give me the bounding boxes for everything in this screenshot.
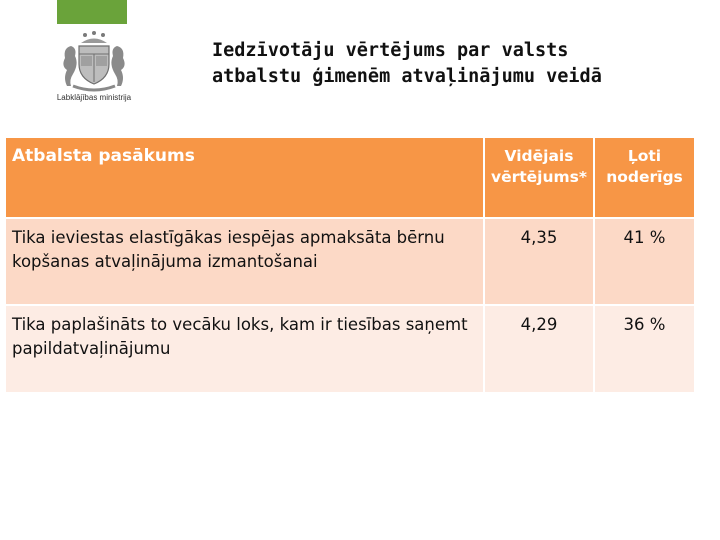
- very-useful-cell: 41 %: [594, 218, 694, 305]
- table-header-row: [6, 138, 694, 218]
- ministry-name: Labklājības ministrija: [56, 93, 132, 102]
- table-row: [6, 305, 694, 392]
- header-accent-bar: [57, 0, 127, 24]
- measure-cell: Tika ieviestas elastīgākas iespējas apmaksāta bērnu kopšanas atvaļinājuma izmantošanai: [6, 218, 484, 305]
- page-title-line-1: Iedzīvotāju vērtējums par valsts: [212, 40, 569, 61]
- table-row: [6, 218, 694, 305]
- page-title-line-2: atbalstu ģimenēm atvaļinājumu veidā: [212, 66, 602, 87]
- column-header-measure: Atbalsta pasākums: [6, 138, 484, 218]
- column-header-very-useful: Ļoti noderīgs: [594, 138, 694, 218]
- average-rating-cell: 4,29: [484, 305, 594, 392]
- ministry-logo: [44, 30, 144, 108]
- column-header-average-rating: Vidējais vērtējums*: [484, 138, 594, 218]
- average-rating-cell: 4,35: [484, 218, 594, 305]
- very-useful-cell: 36 %: [594, 305, 694, 392]
- support-measures-table: [6, 138, 694, 392]
- coat-of-arms-icon: [59, 30, 129, 92]
- measure-cell: Tika paplašināts to vecāku loks, kam ir tiesības saņemt papildatvaļinājumu: [6, 305, 484, 392]
- page-title: [212, 38, 692, 90]
